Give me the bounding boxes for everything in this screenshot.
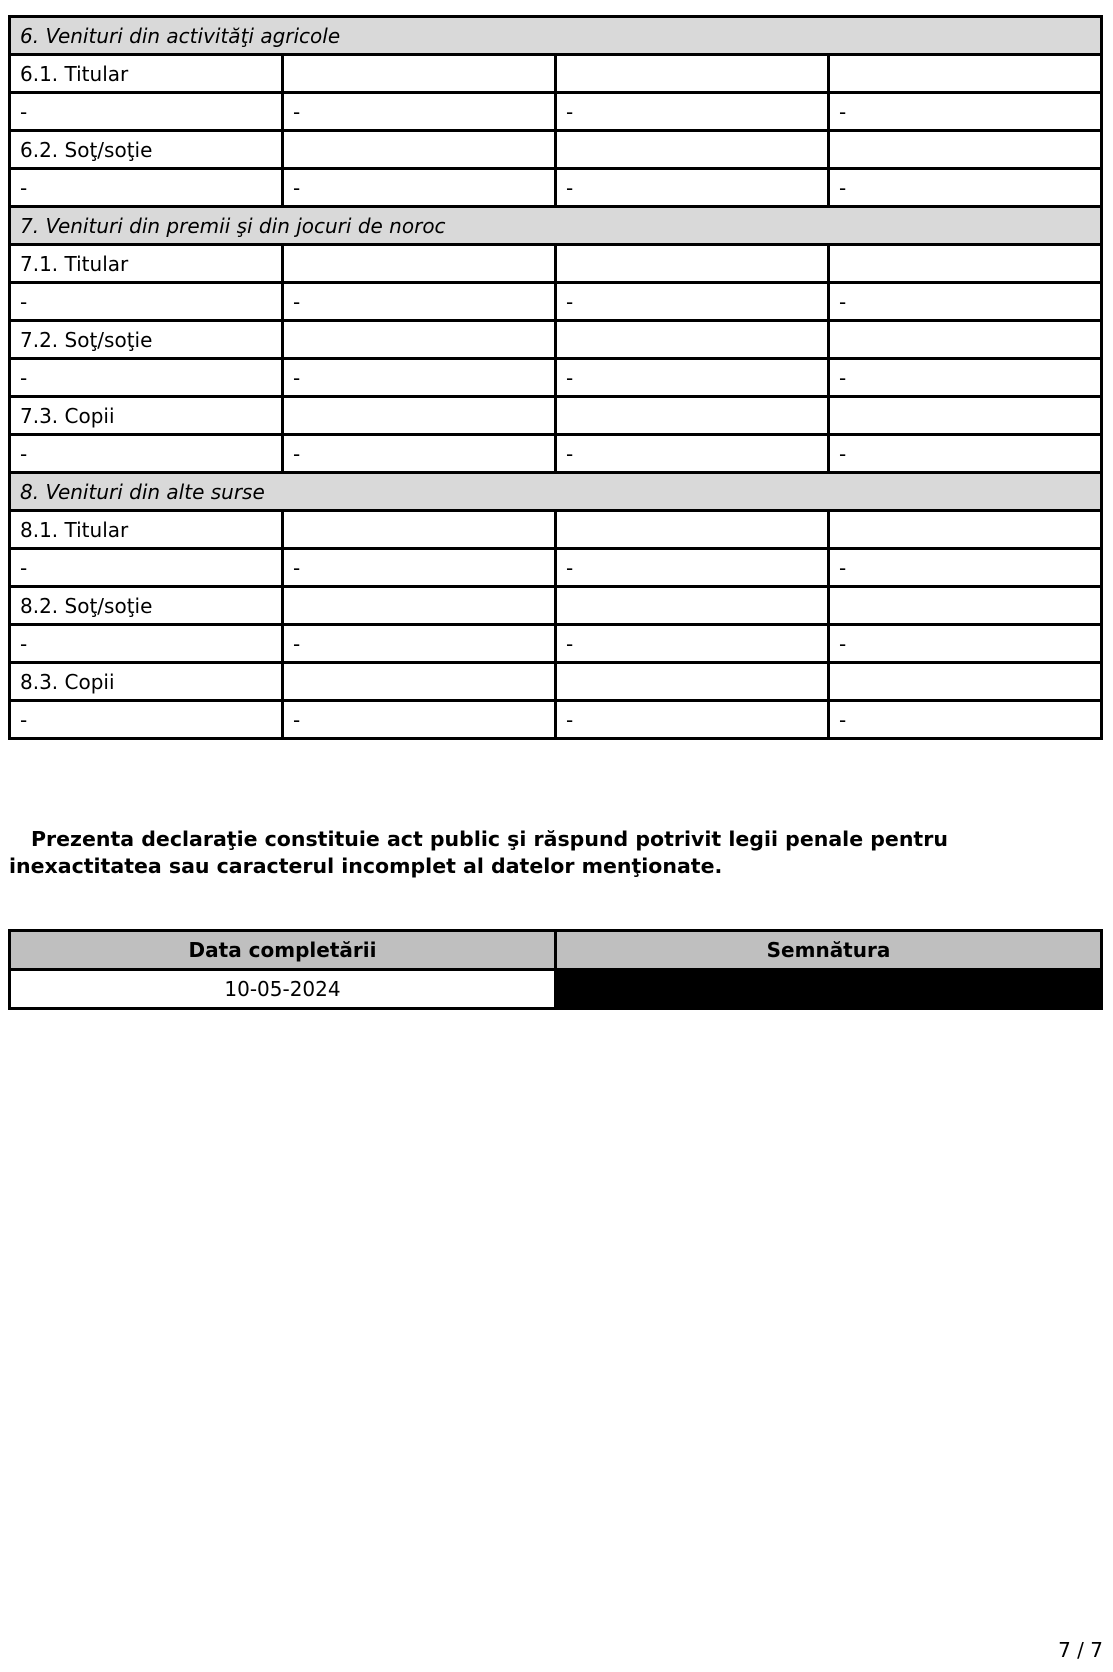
- group-label: 6.1. Titular: [10, 55, 283, 93]
- value-cell: -: [556, 435, 829, 473]
- group-label-row: [10, 55, 1102, 93]
- empty-cell: [829, 55, 1102, 93]
- value-cell: -: [829, 93, 1102, 131]
- section-title: 8. Venituri din alte surse: [10, 473, 1102, 511]
- empty-cell: [556, 663, 829, 701]
- value-cell: -: [10, 283, 283, 321]
- value-cell: -: [283, 549, 556, 587]
- group-value-row: [10, 283, 1102, 321]
- value-cell: -: [829, 359, 1102, 397]
- group-value-row: [10, 625, 1102, 663]
- value-cell: -: [829, 435, 1102, 473]
- value-cell: -: [829, 625, 1102, 663]
- group-value-row: [10, 169, 1102, 207]
- signature-header-row: [10, 931, 1102, 970]
- declaration-statement: Prezenta declaraţie constituie act public şi răspund potrivit legii penale pentru inexactitatea sau caracterul incomplet al datelor menţionate.: [9, 827, 948, 878]
- date-value: 10-05-2024: [10, 970, 556, 1009]
- value-cell: -: [10, 701, 283, 739]
- value-cell: -: [283, 359, 556, 397]
- value-cell: -: [556, 93, 829, 131]
- group-value-row: [10, 701, 1102, 739]
- empty-cell: [283, 587, 556, 625]
- section-title: 7. Venituri din premii şi din jocuri de noroc: [10, 207, 1102, 245]
- value-cell: -: [10, 169, 283, 207]
- group-label-row: [10, 245, 1102, 283]
- signature-table: [8, 929, 1103, 1010]
- group-label: 8.3. Copii: [10, 663, 283, 701]
- value-cell: -: [10, 549, 283, 587]
- group-value-row: [10, 359, 1102, 397]
- signature-box: [556, 970, 1102, 1009]
- income-table: [8, 15, 1103, 740]
- value-cell: -: [10, 359, 283, 397]
- empty-cell: [829, 663, 1102, 701]
- empty-cell: [283, 131, 556, 169]
- date-header: Data completării: [10, 931, 556, 970]
- empty-cell: [283, 321, 556, 359]
- group-label-row: [10, 587, 1102, 625]
- empty-cell: [556, 511, 829, 549]
- value-cell: -: [283, 625, 556, 663]
- value-cell: -: [283, 93, 556, 131]
- signature-header: Semnătura: [556, 931, 1102, 970]
- signature-value-row: [10, 970, 1102, 1009]
- value-cell: -: [10, 93, 283, 131]
- group-value-row: [10, 435, 1102, 473]
- group-label: 7.1. Titular: [10, 245, 283, 283]
- section-row: [10, 207, 1102, 245]
- value-cell: -: [829, 701, 1102, 739]
- group-label: 8.1. Titular: [10, 511, 283, 549]
- group-label: 6.2. Soţ/soţie: [10, 131, 283, 169]
- empty-cell: [556, 397, 829, 435]
- empty-cell: [283, 55, 556, 93]
- empty-cell: [556, 55, 829, 93]
- group-value-row: [10, 93, 1102, 131]
- group-value-row: [10, 549, 1102, 587]
- empty-cell: [556, 321, 829, 359]
- empty-cell: [556, 587, 829, 625]
- empty-cell: [829, 397, 1102, 435]
- value-cell: -: [556, 549, 829, 587]
- empty-cell: [556, 131, 829, 169]
- value-cell: -: [10, 435, 283, 473]
- empty-cell: [829, 131, 1102, 169]
- value-cell: -: [283, 169, 556, 207]
- group-label-row: [10, 397, 1102, 435]
- group-label-row: [10, 511, 1102, 549]
- page-number: 7 / 7: [1058, 1638, 1103, 1662]
- value-cell: -: [829, 283, 1102, 321]
- value-cell: -: [556, 169, 829, 207]
- empty-cell: [283, 245, 556, 283]
- group-label: 7.2. Soţ/soţie: [10, 321, 283, 359]
- empty-cell: [829, 511, 1102, 549]
- value-cell: -: [556, 625, 829, 663]
- section-row: [10, 473, 1102, 511]
- value-cell: -: [829, 169, 1102, 207]
- group-label: 8.2. Soţ/soţie: [10, 587, 283, 625]
- group-label-row: [10, 663, 1102, 701]
- value-cell: -: [283, 435, 556, 473]
- group-label: 7.3. Copii: [10, 397, 283, 435]
- value-cell: -: [556, 701, 829, 739]
- empty-cell: [556, 245, 829, 283]
- value-cell: -: [283, 701, 556, 739]
- empty-cell: [283, 397, 556, 435]
- group-label-row: [10, 321, 1102, 359]
- empty-cell: [829, 587, 1102, 625]
- value-cell: -: [283, 283, 556, 321]
- income-table-body: [10, 17, 1102, 739]
- empty-cell: [283, 511, 556, 549]
- empty-cell: [283, 663, 556, 701]
- section-row: [10, 17, 1102, 55]
- value-cell: -: [10, 625, 283, 663]
- empty-cell: [829, 321, 1102, 359]
- value-cell: -: [556, 359, 829, 397]
- value-cell: -: [829, 549, 1102, 587]
- section-title: 6. Venituri din activităţi agricole: [10, 17, 1102, 55]
- group-label-row: [10, 131, 1102, 169]
- empty-cell: [829, 245, 1102, 283]
- value-cell: -: [556, 283, 829, 321]
